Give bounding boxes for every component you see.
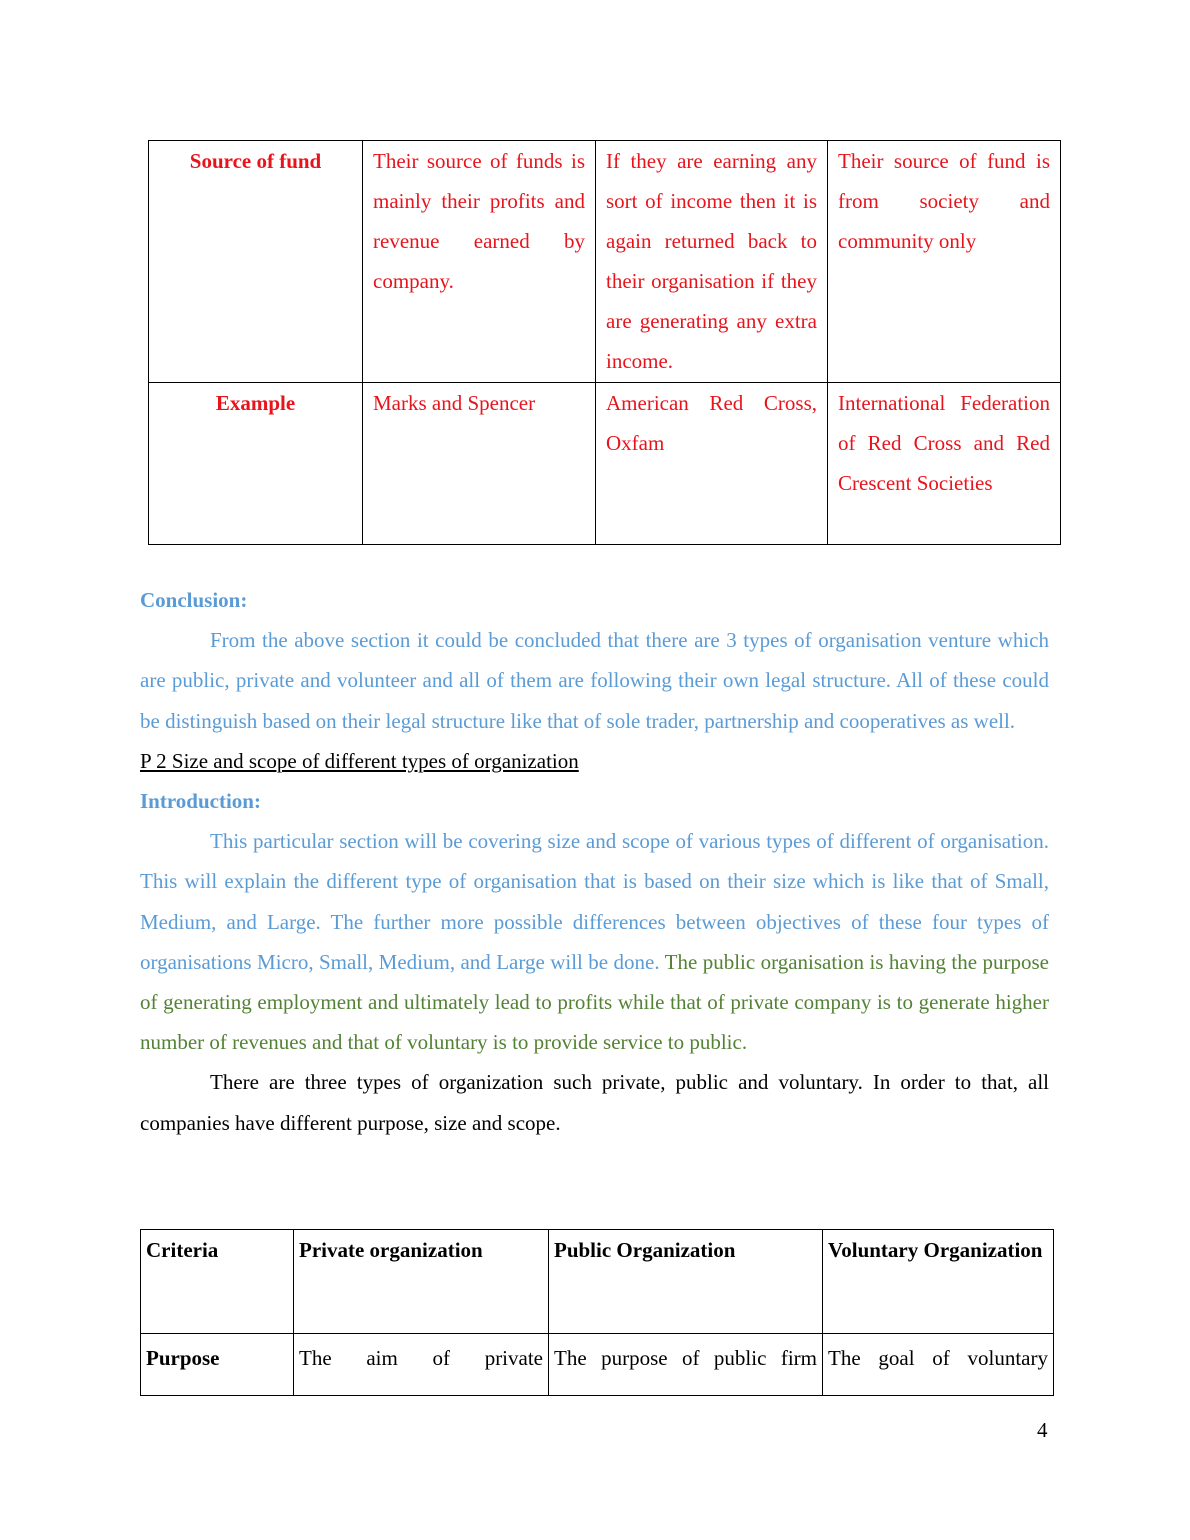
introduction-text-green: The public organisation is having the purpose of generating employment and ultimately lead to profits while that of private company is to generate higher number of revenues and that of voluntary is to provide service to public. <box>140 949 1049 1055</box>
cell-voluntary-purpose: The goal of voluntary <box>823 1334 1054 1396</box>
conclusion-text: From the above section it could be concluded that there are 3 types of organisation venture which are public, private and volunteer and all of them are following their own legal structure. All of these could be distinguish based on their legal structure like that of sole trader, partnership and cooperatives as well. <box>140 628 1049 733</box>
conclusion-section <box>140 580 1049 1143</box>
table-row <box>149 383 1061 545</box>
table-row <box>149 141 1061 383</box>
body-paragraph: There are three types of organization such private, public and voluntary. In order to that, all companies have different purpose, size and scope. <box>140 1070 1049 1135</box>
header-private-organization: Private organization <box>294 1230 549 1334</box>
row-label-purpose: Purpose <box>141 1334 294 1396</box>
row-label-example: Example <box>149 383 363 545</box>
cell-public-example: American Red Cross, Oxfam <box>596 383 828 545</box>
table-row <box>141 1334 1054 1396</box>
table-header-row <box>141 1230 1054 1334</box>
row-label-source-of-fund: Source of fund <box>149 141 363 383</box>
cell-voluntary-source-of-fund: Their source of fund is from society and community only <box>828 141 1061 383</box>
introduction-heading: Introduction: <box>140 789 261 814</box>
cell-private-source-of-fund: Their source of funds is mainly their profits and revenue earned by company. <box>363 141 596 383</box>
cell-public-source-of-fund: If they are earning any sort of income then it is again returned back to their organisation if they are generating any extra income. <box>596 141 828 383</box>
cell-public-purpose: The purpose of public firm <box>549 1334 823 1396</box>
cell-voluntary-example: International Federation of Red Cross and Red Crescent Societies <box>828 383 1061 545</box>
header-public-organization: Public Organization <box>549 1230 823 1334</box>
p2-section-title: P 2 Size and scope of different types of organization <box>140 748 579 773</box>
conclusion-heading: Conclusion: <box>140 588 248 612</box>
introduction-text-blue: This particular section will be covering size and scope of various types of different of organisation. This will explain the different type of organisation that is based on their size which is like that of Small, Medium, and Large. The further more possible differences between objectives of these four types of organisations Micro, Small, Medium, and Large will be done. <box>140 829 1049 974</box>
comparison-table-continued <box>148 140 1061 545</box>
header-criteria: Criteria <box>141 1230 294 1334</box>
page-number: 4 <box>1037 1418 1048 1442</box>
cell-private-example: Marks and Spencer <box>363 383 596 545</box>
introduction-text <box>140 821 1049 1062</box>
cell-private-purpose: The aim of private <box>294 1334 549 1396</box>
header-voluntary-organization: Voluntary Organization <box>823 1230 1054 1334</box>
organization-comparison-table <box>140 1229 1054 1396</box>
